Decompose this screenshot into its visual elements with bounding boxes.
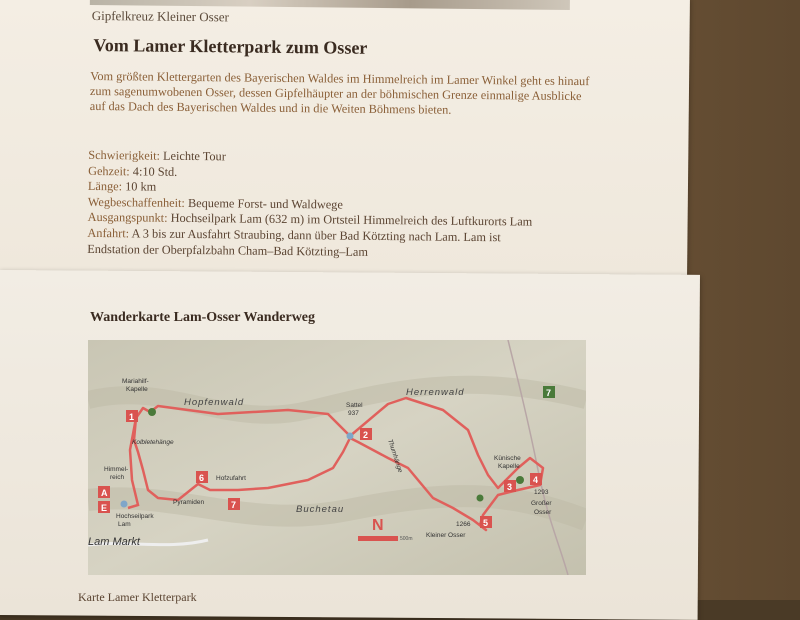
marker-label: 1 [129, 412, 135, 422]
marker-2 [360, 428, 372, 440]
label-kuenische-kapelle: Kapelle [498, 463, 520, 470]
photo-caption: Gipfelkreuz Kleiner Osser [91, 7, 229, 25]
marker-label: 5 [483, 518, 489, 528]
marker-label: 7 [231, 500, 237, 510]
page-footer: Karte Lamer Kletterpark [78, 590, 197, 604]
label-grosser-osser: Osser [534, 509, 552, 516]
fact-label: Wegbeschaffenheit: [87, 194, 185, 210]
scale-bar [358, 536, 398, 541]
label-himmelreich: Himmel- [104, 466, 129, 473]
label-hochseilpark: Hochseilpark [116, 513, 154, 520]
marker-e [98, 501, 110, 513]
map-title: Wanderkarte Lam-Osser Wanderweg [90, 310, 316, 325]
scale-label: 500m [400, 536, 413, 542]
chapel-icon [516, 476, 524, 484]
marker-label: 3 [507, 482, 513, 492]
label-buchetau: Buchetau [296, 504, 345, 515]
fact-label: Schwierigkeit: [88, 147, 161, 163]
fact-value: Bequeme Forst- und Waldwege [187, 195, 343, 212]
fact-value: 4:10 Std. [132, 163, 178, 179]
viewpoint-icon [347, 433, 354, 440]
label-thumhaenge: Thumhänge [386, 438, 404, 474]
label-kuenische: Künische [494, 455, 521, 462]
fact-label: Anfahrt: [87, 225, 130, 241]
fact-value: Hochseilpark Lam (632 m) im Ortsteil Himmelreich des Luftkurorts Lam [170, 211, 533, 229]
fact-value: Leichte Tour [162, 148, 226, 164]
label-lam-markt: Lam Markt [88, 536, 140, 548]
label-hopfenwald: Hopfenwald [184, 397, 245, 408]
marker-label: 4 [533, 475, 539, 485]
marker-4 [530, 473, 542, 485]
marker-6 [196, 471, 208, 483]
label-pyramiden: Pyramiden [173, 499, 205, 506]
intro-text: Vom größten Klettergarten des Bayerischen Waldes im Himmelreich im Lamer Winkel geht es hinauf zum sagenumwobenen Osser, dessen Gipfelhäupter an der böhmischen Grenze einmalige Ausblicke auf das Dach des Bayerischen Waldes und in die Weiten Böhmens bieten. [89, 68, 590, 117]
fact-label: Gehzeit: [88, 163, 130, 178]
north-icon: N [372, 517, 384, 534]
label-herrenwald: Herrenwald [406, 387, 465, 398]
chapel-icon [148, 408, 156, 416]
marker-label: 2 [363, 430, 369, 440]
fact-value: 10 km [125, 179, 157, 194]
marker-7-green-label: 7 [546, 388, 552, 398]
marker-5 [480, 516, 492, 528]
marker-a [98, 486, 110, 498]
top-page [0, 0, 690, 282]
label-sattel: Sattel [346, 402, 363, 409]
label-hofzufahrt: Hofzufahrt [216, 475, 246, 482]
fact-value: Endstation der Oberpfalzbahn Cham–Bad Kötzting–Lam [87, 241, 369, 259]
label-grosser: Großer [531, 500, 552, 507]
label-hochseilpark-2: Lam [118, 521, 131, 528]
label-kapelle: Kapelle [126, 386, 148, 393]
marker-1 [126, 410, 138, 422]
marker-7 [228, 498, 240, 510]
label-sattel-height: 937 [348, 410, 359, 417]
viewpoint-icon [121, 501, 128, 508]
label-kleiner-osser: Kleiner Osser [426, 532, 466, 539]
label-mariahilf: Mariahilf- [122, 378, 149, 385]
label-himmelreich-2: reich [110, 474, 125, 481]
marker-label: 6 [199, 473, 205, 483]
label-kleiner-height: 1266 [456, 521, 471, 528]
hiking-map [88, 340, 586, 575]
tour-facts [87, 148, 608, 263]
summit-icon [477, 495, 484, 502]
marker-label: E [101, 503, 108, 513]
marker-label: A [101, 488, 108, 498]
fact-label: Länge: [87, 179, 123, 194]
fact-label: Ausgangspunkt: [87, 210, 168, 226]
fact-value: A 3 bis zur Ausfahrt Straubing, dann über Bad Kötzting nach Lam. Lam ist [131, 226, 501, 245]
label-grosser-height: 1293 [534, 489, 549, 496]
marker-3 [504, 480, 516, 492]
label-kolbletehaenge: Kolbletehänge [132, 439, 174, 446]
page-title: Vom Lamer Kletterpark zum Osser [93, 34, 368, 58]
